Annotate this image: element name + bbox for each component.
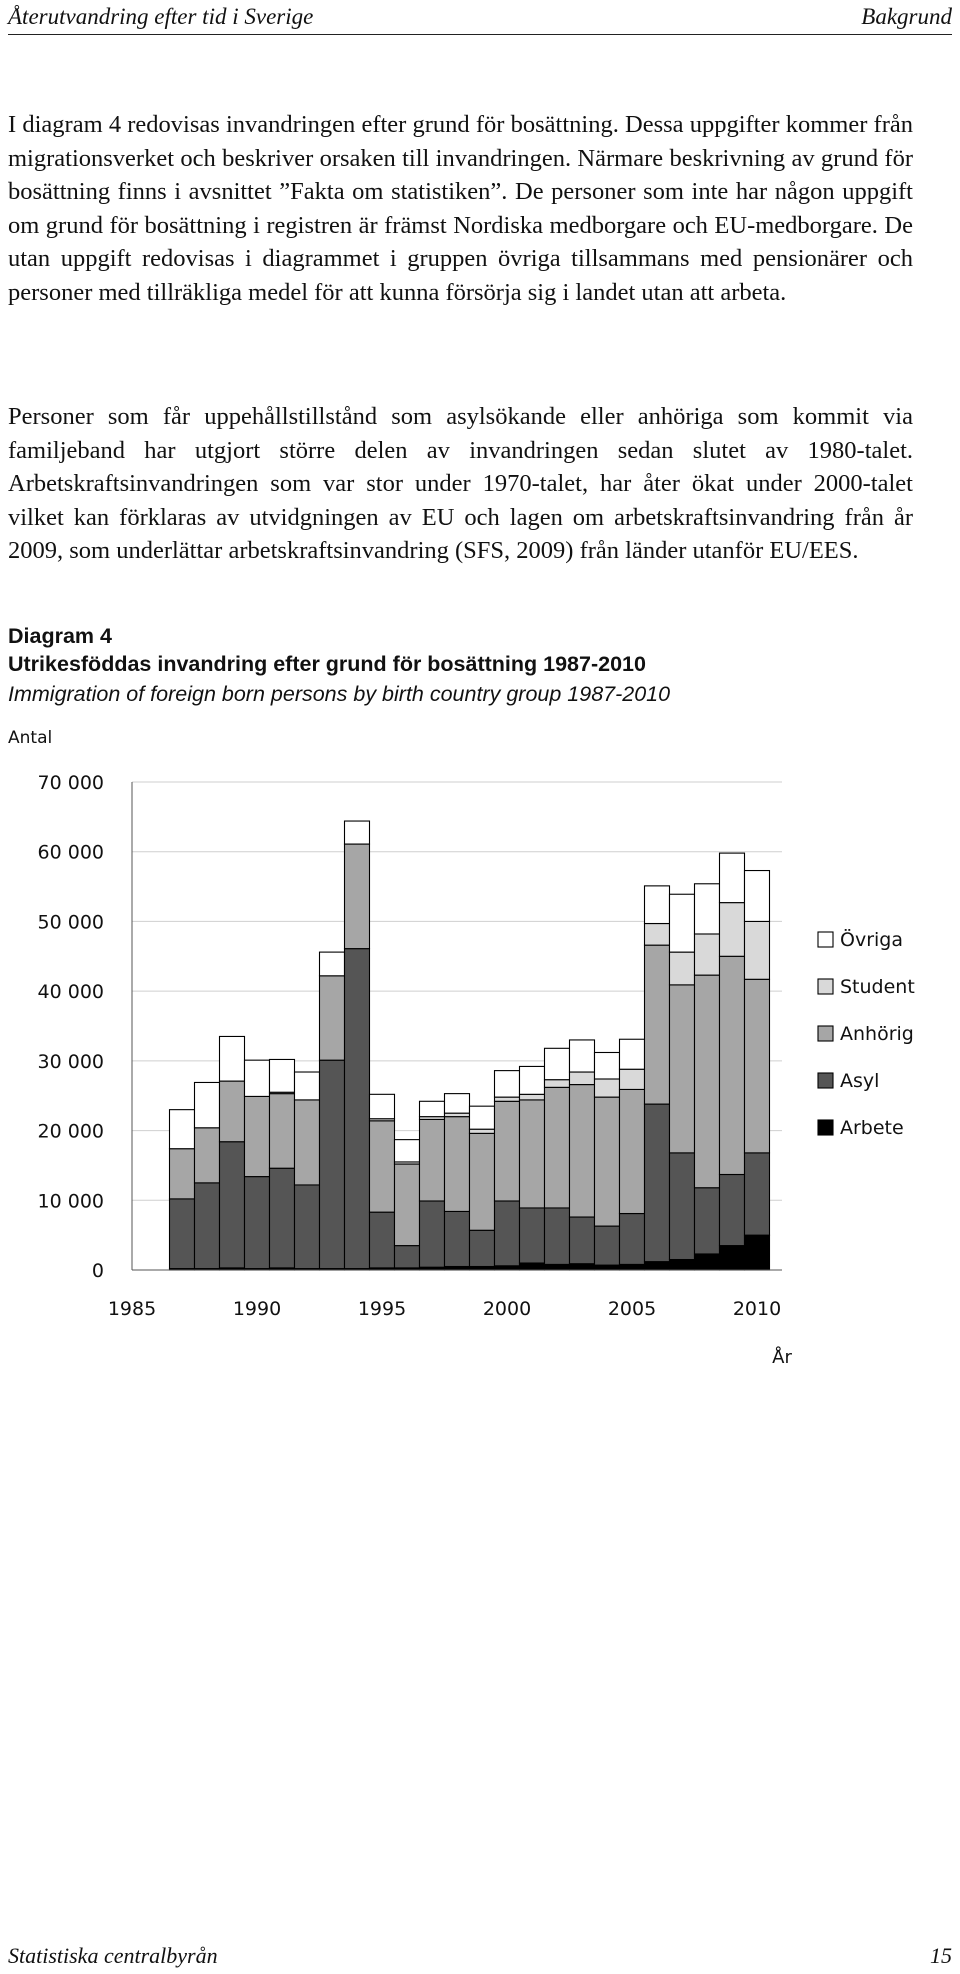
- bar-segment-student: [720, 903, 745, 957]
- bar-segment-anhörig: [470, 1133, 495, 1230]
- bar-segment-asyl: [370, 1212, 395, 1268]
- bar-segment-övriga: [595, 1052, 620, 1078]
- bar-segment-asyl: [395, 1246, 420, 1268]
- bar-segment-student: [520, 1094, 545, 1100]
- x-tick-label: 2005: [607, 1298, 657, 1320]
- bar-segment-anhörig: [270, 1094, 295, 1169]
- bar-segment-övriga: [420, 1101, 445, 1116]
- legend-label-student: Student: [840, 976, 915, 998]
- bar-segment-arbete: [570, 1264, 595, 1270]
- bar-segment-asyl: [570, 1217, 595, 1264]
- bar-segment-arbete: [595, 1265, 620, 1270]
- bar-segment-arbete: [620, 1264, 645, 1270]
- bar-segment-övriga: [720, 853, 745, 902]
- legend-label-asyl: Asyl: [840, 1070, 880, 1092]
- stacked-bar-chart: [0, 720, 960, 1380]
- bar-segment-anhörig: [720, 956, 745, 1174]
- bar-segment-övriga: [395, 1140, 420, 1162]
- bar-segment-övriga: [170, 1110, 195, 1149]
- legend-swatch-asyl: [818, 1073, 833, 1088]
- bar-segment-asyl: [270, 1168, 295, 1268]
- x-tick-label: 1990: [232, 1298, 282, 1320]
- bar-segment-anhörig: [645, 945, 670, 1104]
- bar-segment-övriga: [470, 1106, 495, 1129]
- bar-segment-övriga: [270, 1059, 295, 1092]
- bar-segment-anhörig: [370, 1121, 395, 1212]
- bar-segment-asyl: [745, 1153, 770, 1235]
- bar-segment-övriga: [645, 886, 670, 924]
- bar-segment-asyl: [670, 1153, 695, 1260]
- bar-segment-övriga: [295, 1072, 320, 1100]
- bar-segment-asyl: [245, 1177, 270, 1269]
- y-tick-label: 30 000: [37, 1050, 104, 1073]
- y-axis-title: Antal: [8, 728, 53, 748]
- x-axis-title: År: [772, 1347, 792, 1368]
- bar-segment-asyl: [470, 1230, 495, 1266]
- bar-segment-övriga: [620, 1039, 645, 1069]
- bar-segment-övriga: [670, 894, 695, 952]
- legend-swatch-anhörig: [818, 1026, 833, 1041]
- bar-segment-anhörig: [170, 1149, 195, 1199]
- bar-segment-anhörig: [245, 1096, 270, 1176]
- bar-segment-anhörig: [295, 1100, 320, 1185]
- bar-segment-övriga: [345, 821, 370, 844]
- bar-segment-asyl: [295, 1185, 320, 1269]
- bar-segment-student: [595, 1079, 620, 1097]
- bar-segment-student: [470, 1129, 495, 1133]
- bar-segment-övriga: [220, 1036, 245, 1081]
- bar-segment-asyl: [345, 949, 370, 1269]
- legend-label-arbete: Arbete: [840, 1117, 904, 1139]
- bar-segment-anhörig: [495, 1101, 520, 1201]
- bar-segment-student: [645, 924, 670, 946]
- bar-segment-asyl: [595, 1226, 620, 1265]
- legend-label-övriga: Övriga: [840, 929, 903, 951]
- y-tick-label: 10 000: [37, 1190, 104, 1213]
- bar-segment-student: [670, 952, 695, 985]
- bar-segment-asyl: [170, 1199, 195, 1269]
- bar-segment-anhörig: [545, 1087, 570, 1208]
- bar-segment-asyl: [720, 1174, 745, 1245]
- bar-segment-student: [620, 1069, 645, 1089]
- bar-segment-arbete: [545, 1264, 570, 1270]
- y-tick-label: 20 000: [37, 1120, 104, 1143]
- bar-segment-anhörig: [395, 1164, 420, 1246]
- diagram-number: Diagram 4: [8, 624, 112, 648]
- bar-segment-anhörig: [620, 1089, 645, 1213]
- body-paragraph-2: Personer som får uppehållstillstånd som asylsökande eller anhöriga som kommit via familjeband har utgjort större delen av invandringen sedan slutet av 1980-talet. Arbetskraftsinvandringen som var stor under 1970-talet, har åter ökat under 2000-talet vilket kan förklaras av utvidgningen av EU och lagen om arbetskraftsinvandring från år 2009, som underlättar arbetskraftsinvandring (SFS, 2009) från länder utanför EU/EES.: [8, 403, 913, 564]
- header-section: Bakgrund: [861, 4, 952, 29]
- bar-segment-anhörig: [345, 844, 370, 949]
- legend-swatch-arbete: [818, 1120, 833, 1135]
- page-number: 15: [930, 1943, 952, 1968]
- bar-segment-asyl: [645, 1104, 670, 1262]
- bar-segment-arbete: [645, 1262, 670, 1270]
- bar-segment-arbete: [745, 1235, 770, 1270]
- bar-segment-arbete: [720, 1246, 745, 1270]
- x-tick-label: 2000: [482, 1298, 532, 1320]
- bar-segment-övriga: [520, 1066, 545, 1094]
- bar-segment-anhörig: [520, 1100, 545, 1208]
- chart: [0, 720, 960, 1380]
- page-header: [8, 2, 952, 35]
- bar-segment-anhörig: [670, 985, 695, 1153]
- bar-segment-arbete: [695, 1254, 720, 1270]
- bar-segment-student: [695, 934, 720, 975]
- bar-segment-asyl: [495, 1201, 520, 1266]
- bar-segment-arbete: [495, 1266, 520, 1270]
- bar-segment-övriga: [320, 952, 345, 976]
- bar-segment-anhörig: [570, 1085, 595, 1217]
- bar-segment-anhörig: [195, 1128, 220, 1183]
- bar-segment-asyl: [545, 1208, 570, 1264]
- bar-segment-asyl: [520, 1208, 545, 1263]
- footer-publisher: Statistiska centralbyrån: [8, 1943, 218, 1968]
- bar-segment-arbete: [670, 1260, 695, 1270]
- bar-segment-asyl: [320, 1060, 345, 1268]
- bar-segment-anhörig: [320, 976, 345, 1060]
- bar-segment-anhörig: [445, 1117, 470, 1212]
- bar-segment-asyl: [445, 1211, 470, 1266]
- y-tick-label: 60 000: [37, 841, 104, 864]
- bar-segment-student: [495, 1097, 520, 1101]
- bar-segment-övriga: [570, 1040, 595, 1072]
- bar-segment-anhörig: [420, 1119, 445, 1201]
- x-tick-label: 2010: [732, 1298, 782, 1320]
- bar-segment-asyl: [695, 1188, 720, 1254]
- bar-segment-asyl: [195, 1183, 220, 1269]
- bar-segment-asyl: [420, 1201, 445, 1267]
- bar-segment-övriga: [370, 1094, 395, 1118]
- legend-swatch-övriga: [818, 932, 833, 947]
- legend-swatch-student: [818, 979, 833, 994]
- y-tick-label: 40 000: [37, 981, 104, 1004]
- y-tick-label: 50 000: [37, 911, 104, 934]
- diagram-subtitle: Immigration of foreign born persons by birth country group 1987-2010: [8, 682, 671, 706]
- bar-segment-student: [570, 1072, 595, 1085]
- y-tick-label: 0: [91, 1260, 104, 1282]
- x-tick-label: 1995: [357, 1298, 407, 1320]
- bar-segment-student: [545, 1080, 570, 1088]
- bar-segment-anhörig: [595, 1097, 620, 1226]
- bar-segment-övriga: [545, 1048, 570, 1079]
- bar-segment-övriga: [495, 1071, 520, 1097]
- diagram-title: Utrikesföddas invandring efter grund för bosättning 1987-2010: [8, 652, 646, 676]
- x-tick-label: 1985: [107, 1298, 157, 1320]
- bar-segment-anhörig: [220, 1081, 245, 1142]
- bar-segment-asyl: [220, 1142, 245, 1268]
- bar-segment-övriga: [195, 1082, 220, 1127]
- bar-segment-övriga: [445, 1094, 470, 1114]
- header-title: Återutvandring efter tid i Sverige: [8, 4, 314, 29]
- body-paragraph-1: I diagram 4 redovisas invandringen efter grund för bosättning. Dessa uppgifter kommer från migrationsverket och beskriver orsaken till invandringen. Närmare beskrivning av grund för bosättning finns i avsnittet ”Fakta om statistiken”. De personer som inte har någon uppgift om grund för bosättning i registren är främst Nordiska medborgare och EU-medborgare. De utan uppgift redovisas i diagrammet i gruppen övriga tillsammans med pensionärer och personer med tillräkliga medel för att kunna försörja sig i landet utan att arbeta.: [8, 111, 913, 306]
- legend-label-anhörig: Anhörig: [840, 1023, 914, 1045]
- bar-segment-student: [745, 921, 770, 979]
- y-tick-label: 70 000: [37, 772, 104, 794]
- bar-segment-arbete: [520, 1263, 545, 1270]
- bar-segment-övriga: [245, 1060, 270, 1096]
- bar-segment-övriga: [695, 884, 720, 934]
- bar-segment-anhörig: [745, 979, 770, 1153]
- bar-segment-övriga: [745, 871, 770, 922]
- bar-segment-anhörig: [695, 975, 720, 1188]
- bar-segment-asyl: [620, 1214, 645, 1265]
